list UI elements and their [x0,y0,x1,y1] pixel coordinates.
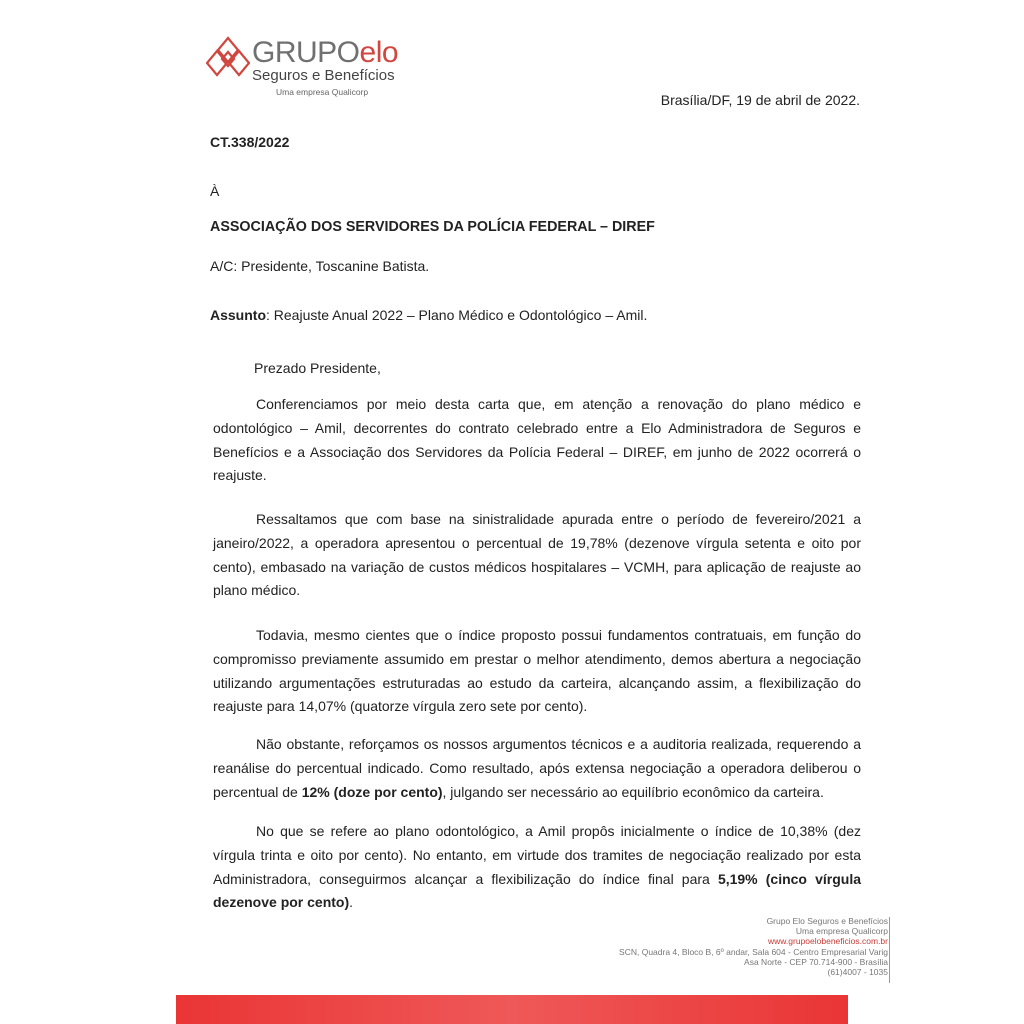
footer-tag: Uma empresa Qualicorp [795,926,888,937]
footer-divider [889,917,890,983]
footer-site-link[interactable]: www.grupoelobeneficios.com.br [767,936,888,947]
footer-address-2: Asa Norte - CEP 70.714-900 - Brasília [744,956,888,967]
footer-contact [619,916,888,977]
subject-label: Assunto [210,307,266,323]
paragraph-3: Todavia, mesmo cientes que o índice proposto possui fundamentos contratuais, em função do compromisso previamente assumido em prestar o melhor atendimento, demos abertura a negociação utilizando argumentações estruturadas ao estudo da carteira, alcançando assim, a flexibilização do reajuste para 14,07% (quatorze vírgula zero sete por cento). [213,627,861,715]
logo-wordmark: GRUPOelo [252,36,399,69]
footer-address-1: SCN, Quadra 4, Bloco B, 6º andar, Sala 604 - Centro Empresarial Varig [619,946,888,957]
p5-bold: 5,19% (cinco vírgula dezenove por cento) [213,870,861,911]
letter-recipient: ASSOCIAÇÃO DOS SERVIDORES DA POLÍCIA FEDERAL – DIREF [210,219,655,235]
paragraph-2: Ressaltamos que com base na sinistralidade apurada entre o período de fevereiro/2021 a janeiro/2022, a operadora apresentou o percentual de 19,78% (dezenove vírgula setenta e oito por cento), embasado na variação de custos médicos hospitalares – VCMH, para aplicação de reajuste ao plano médico. [213,511,861,599]
footer-phone: (61)4007 - 1035 [827,967,888,978]
p4-bold: 12% (doze por cento) [301,783,443,800]
paragraph-5: No que se refere ao plano odontológico, a Amil propôs inicialmente o índice de 10,38% (dez vírgula trinta e oito por cento). No entanto, em virtude dos tramites de negociação realizado por esta Administradora, conseguirmos alcançar a flexibilização do índice final para 5,19% (cinco vírgula dezenove por cento). [213,823,861,911]
letter-attention: A/C: Presidente, Toscanine Batista. [210,258,430,274]
grupo-elo-logo-icon [206,36,250,80]
paragraph-4: Não obstante, reforçamos os nossos argumentos técnicos e a auditoria realizada, requerendo a reanálise do percentual indicado. Como resultado, após extensa negociação a operadora deliberou o percentual de 12% (doze por cento), julgando ser necessário ao equilíbrio econômico da carteira. [213,736,861,800]
letter-to-prefix: À [210,183,220,199]
letter-subject [210,303,647,327]
paragraph-1: Conferenciamos por meio desta carta que, em atenção a renovação do plano médico e odontológico – Amil, decorrentes do contrato celebrado entre a Elo Administradora de Seguros e Benefícios e a Associação dos Servidores da Polícia Federal – DIREF, em junho de 2022 ocorrerá o reajuste. [213,396,861,484]
letter-greeting: Prezado Presidente, [254,360,381,376]
footer-company: Grupo Elo Seguros e Benefícios [766,916,888,926]
letter-date: Brasília/DF, 19 de abril de 2022. [660,92,860,108]
footer-red-bar [176,995,848,1024]
logo-tagline: Uma empresa Qualicorp [276,87,369,97]
logo-subtitle: Seguros e Benefícios [252,67,395,84]
letter-reference: CT.338/2022 [210,134,290,150]
subject-text: : Reajuste Anual 2022 – Plano Médico e Odontológico – Amil. [266,307,648,323]
